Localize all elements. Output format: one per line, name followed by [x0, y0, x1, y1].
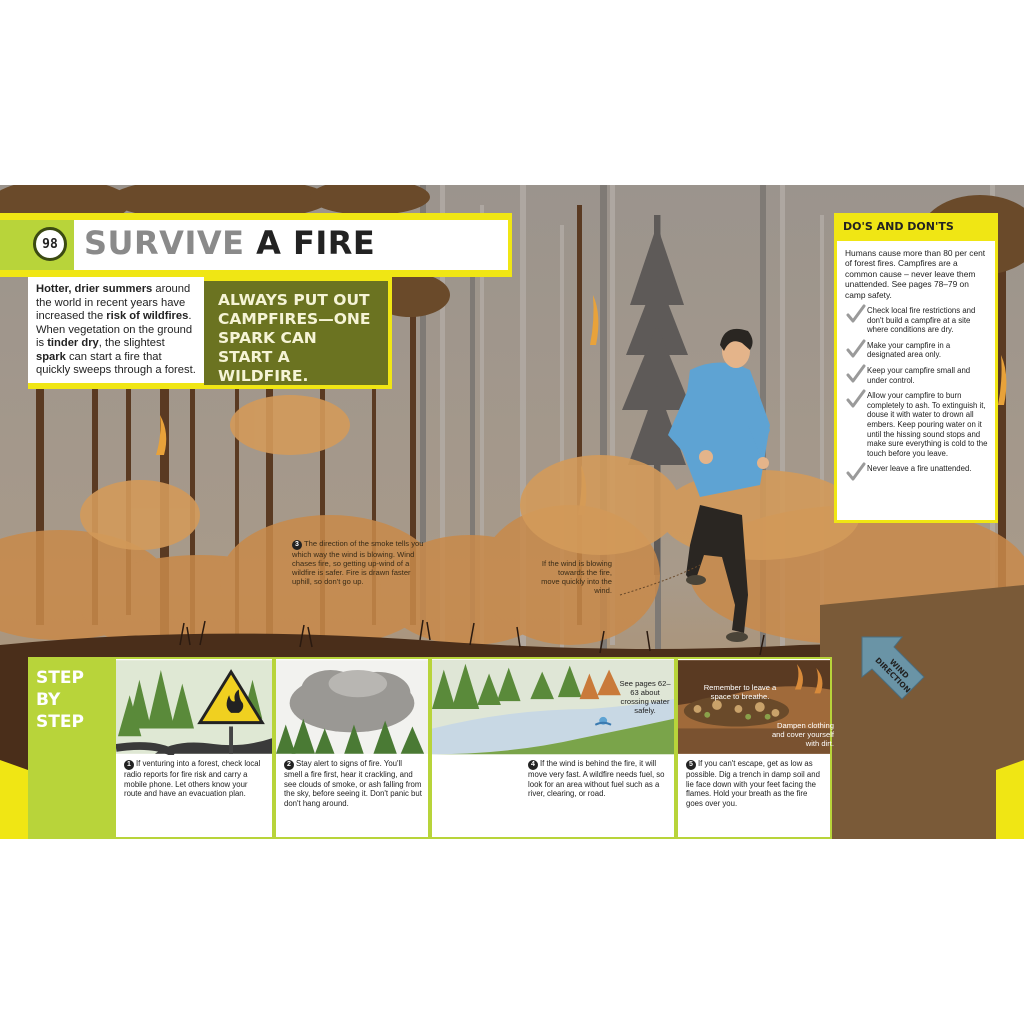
smoke-direction-annotation: [292, 539, 424, 586]
check-icon: [846, 389, 866, 409]
step-number: 4: [528, 760, 538, 770]
step-number: 1: [124, 760, 134, 770]
check-icon: [846, 339, 866, 359]
step-panel-4: [430, 657, 676, 839]
dos-item-text: Check local fire restrictions and don't build a campfire at a site where conditions are dry.: [867, 306, 976, 335]
dos-item: [837, 339, 995, 362]
step-4-text: [528, 759, 668, 799]
title-part-1: SURVIVE: [84, 224, 245, 262]
intro-emphasis: spark: [36, 350, 66, 363]
step-5-text: [686, 759, 824, 808]
step-label-line: BY: [36, 690, 61, 710]
intro-emphasis: Hotter, drier summers: [36, 283, 153, 295]
intro-text: can start a fire that quickly sweeps through a forest.: [36, 350, 196, 376]
wind-direction-label: WIND DIRECTION: [873, 655, 913, 695]
dos-and-donts-panel: [834, 213, 998, 523]
step-label-line: STEP: [36, 668, 84, 688]
dos-item-text: Make your campfire in a designated area only.: [867, 340, 951, 360]
dos-item: [837, 364, 995, 387]
intro-text: around the world in recent years have increased the: [36, 283, 191, 322]
title-banner: [0, 213, 512, 277]
check-icon: [846, 304, 866, 324]
intro-paragraph: [28, 277, 204, 389]
dos-item: [837, 389, 995, 460]
title-part-2: A FIRE: [256, 224, 376, 262]
step-4-note: See pages 62–63 about crossing water safely.: [619, 679, 671, 715]
annotation-number: 3: [292, 540, 302, 550]
dos-item-text: Allow your campfire to burn completely to ash. To extinguish it, douse it with water to drown all embers. Keep pouring water on it until the hissing sound stops and make sure everything is cold to the touch before you leave.: [867, 391, 988, 458]
dos-list: [837, 304, 995, 476]
step-1-text: [124, 759, 266, 799]
step-description: Stay alert to signs of fire. You'll smell a fire first, hear it crackling, and see clouds of smoke, or ash falling from the sky, before seeing it. Don't panic but don't hang around.: [284, 759, 422, 808]
step-5-note-dampen: Dampen clothing and cover yourself with dirt.: [771, 721, 834, 748]
dos-item: [837, 304, 995, 337]
step-label-line: STEP: [36, 712, 84, 732]
step-description: If the wind is behind the fire, it will move very fast. A wildfire needs fuel, so look for an area without fuel such as a river, clearing, or road.: [528, 759, 665, 799]
step-number: 5: [686, 760, 696, 770]
step-5-note-breathe: Remember to leave a space to breathe.: [703, 683, 777, 701]
annotation-text: The direction of the smoke tells you which way the wind is blowing. Wind chases fire, so getting up-wind of a wildfire is safer. Fire is drawn faster uphill, so don't go up.: [292, 539, 424, 586]
step-description: If you can't escape, get as low as possible. Dig a trench in damp soil and lie face down with your feet facing the flames. Hold your breath as the fire goes over you.: [686, 759, 820, 808]
intro-text: . When vegetation on the ground is: [36, 310, 193, 349]
intro-emphasis: risk of wildfires: [106, 310, 189, 322]
intro-emphasis: tinder dry: [47, 337, 99, 349]
page-number-badge: 98: [33, 227, 67, 261]
step-description: If venturing into a forest, check local radio reports for fire risk and carry a mobile phone. Let others know your route and have an evacuation plan.: [124, 759, 261, 799]
page-number-tab: [0, 220, 74, 270]
check-icon: [846, 462, 866, 482]
step-by-step-label: [28, 657, 114, 839]
step-panel-2: [274, 657, 430, 839]
step-2-text: [284, 759, 422, 808]
book-spread: [0, 185, 1024, 839]
wind-behind-annotation: If the wind is blowing towards the fire, move quickly into the wind.: [541, 559, 612, 595]
dos-item-text: Never leave a fire unattended.: [867, 464, 972, 474]
dos-item: [837, 462, 995, 476]
campfire-warning-callout: ALWAYS PUT OUT CAMPFIRES—ONE SPARK CAN START A WILDFIRE.: [204, 277, 392, 389]
step-panel-1: [114, 657, 274, 839]
step-1-illustration: [116, 659, 272, 755]
intro-text: , the slightest: [98, 337, 165, 349]
step-panel-5: [676, 657, 832, 839]
dos-intro: Humans cause more than 80 per cent of forest fires. Campfires are a common cause – never leave them unattended. See pages 78–79 on camp safety.: [845, 248, 986, 300]
step-2-illustration: [276, 659, 428, 755]
step-number: 2: [284, 760, 294, 770]
dos-heading: DO'S AND DON'TS: [837, 213, 995, 241]
check-icon: [846, 364, 866, 384]
page-title: [84, 224, 375, 262]
dos-item-text: Keep your campfire small and under control.: [867, 366, 971, 385]
